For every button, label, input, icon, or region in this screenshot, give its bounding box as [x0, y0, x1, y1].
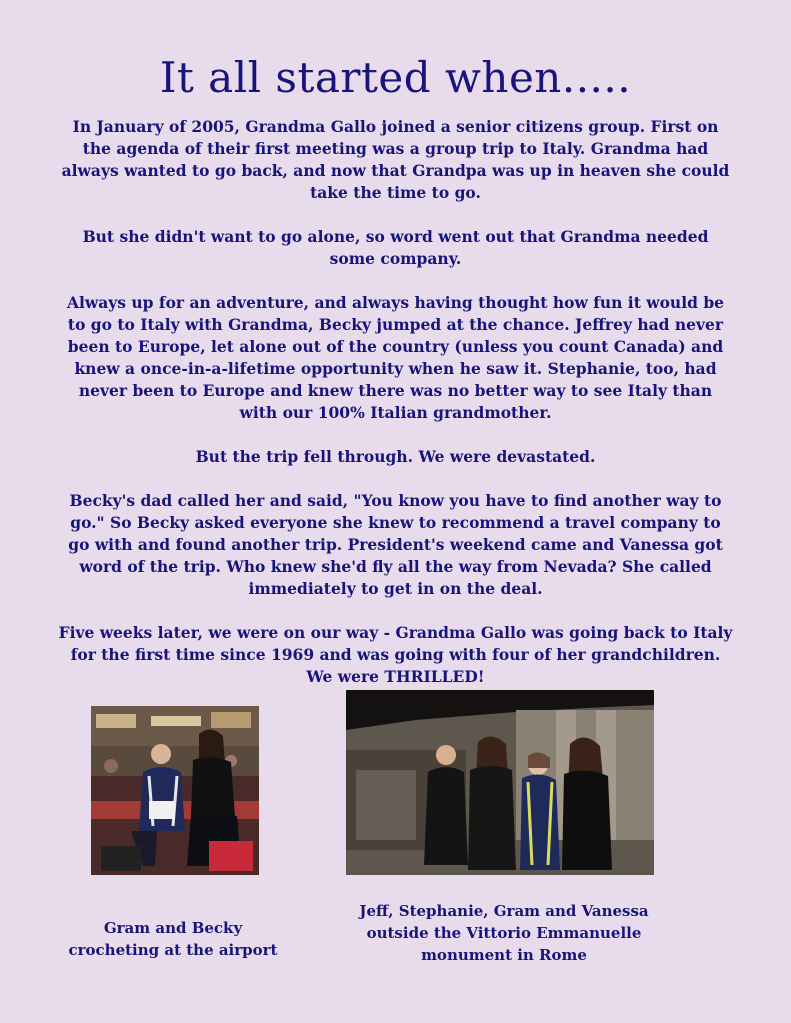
story-paragraph: Always up for an adventure, and always having thought how fun it would be to go to Italy with Grandma, Becky jumped at the chance. Jeffrey had never been to Europe, let alone out of the country (unless you count Canada) and knew a once-in-a-lifetime opportunity when he saw it. Stephanie, too, had never been to Europe and knew there was no better way to see Italy than with our 100% Italian grandmother. — [66, 293, 725, 422]
story-text — [58, 116, 733, 710]
story-paragraph: But the trip fell through. We were devastated. — [195, 447, 596, 466]
story-paragraph: But she didn't want to go alone, so word went out that Grandma needed some company. — [82, 227, 709, 268]
story-paragraph: Five weeks later, we were on our way - Grandma Gallo was going back to Italy for the first time since 1969 and was going with four of her grandchildren. We were THRILLED! — [58, 623, 733, 686]
airport-photo-caption: Gram and Becky crocheting at the airport — [68, 919, 278, 959]
story-paragraph: Becky's dad called her and said, "You know you have to find another way to go." So Becky asked everyone she knew to recommend a travel company to go with and found another trip. President's weekend came and Vanessa got word of the trip. Who knew she'd fly all the way from Nevada? She called immediately to get in on the deal. — [68, 491, 723, 598]
page-title: It all started when..... — [159, 53, 632, 102]
rome-photo-caption: Jeff, Stephanie, Gram and Vanessa outside the Vittorio Emmanuelle monument in Rome — [359, 902, 649, 964]
airport-photo — [91, 706, 259, 875]
rome-photo — [346, 690, 654, 875]
story-paragraph: In January of 2005, Grandma Gallo joined a senior citizens group. First on the agenda of their first meeting was a group trip to Italy. Grandma had always wanted to go back, and now that Grandpa was up in heaven she could take the time to go. — [61, 117, 730, 202]
